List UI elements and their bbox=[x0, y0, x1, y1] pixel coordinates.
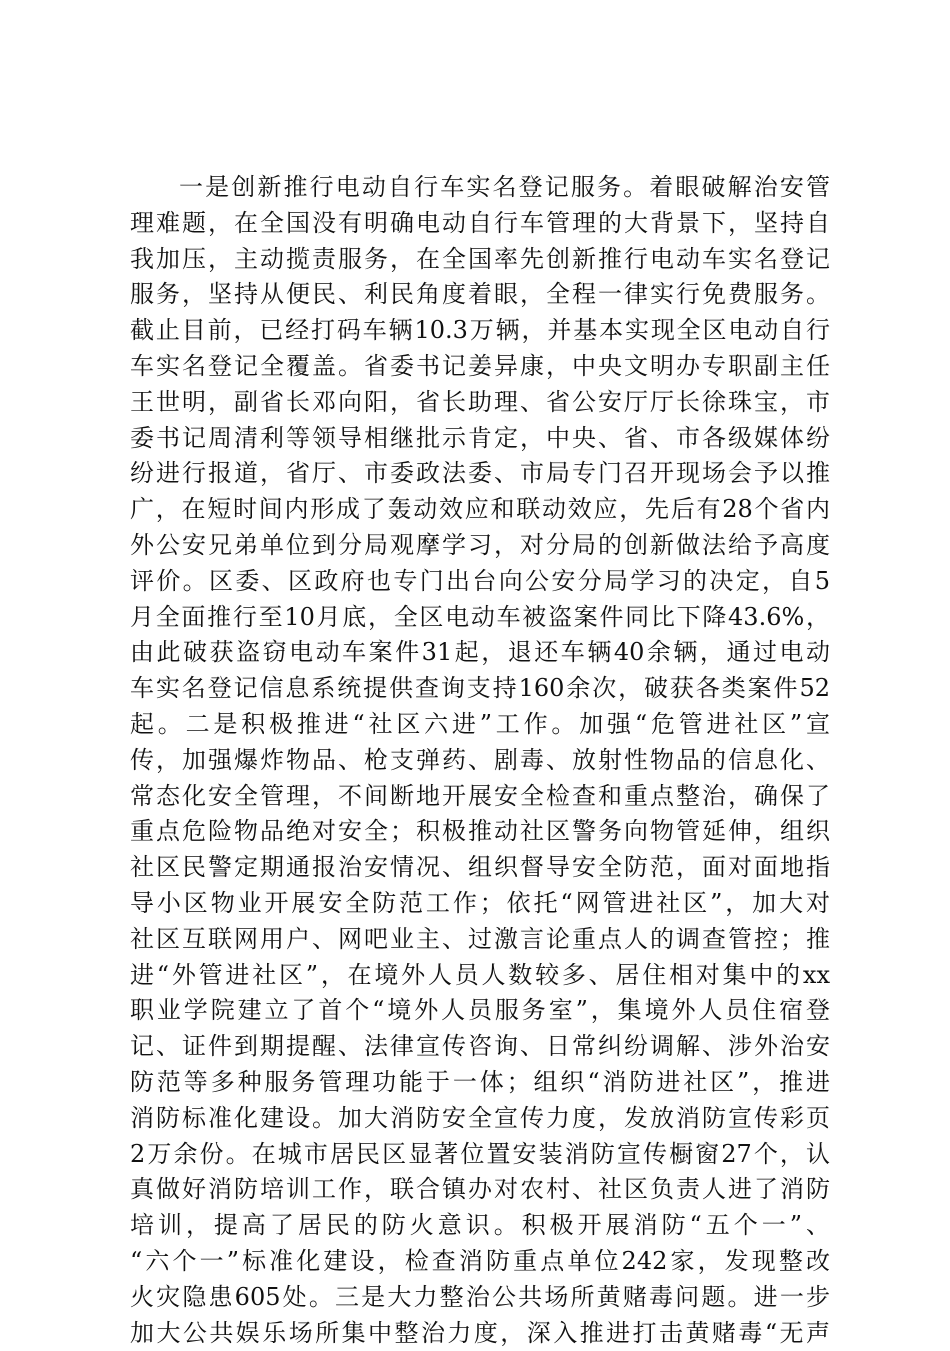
paragraph-line: 记、证件到期提醒、法律宣传咨询、日常纠纷调解、涉外治安 bbox=[130, 1029, 830, 1065]
paragraph-line: “六个一”标准化建设，检查消防重点单位242家，发现整改 bbox=[130, 1244, 830, 1280]
body-paragraph bbox=[130, 170, 830, 1351]
paragraph-line: 社区民警定期通报治安情况、组织督导安全防范，面对面地指 bbox=[130, 850, 830, 886]
paragraph-line: 传，加强爆炸物品、枪支弹药、剧毒、放射性物品的信息化、 bbox=[130, 743, 830, 779]
paragraph-line: 培训，提高了居民的防火意识。积极开展消防“五个一”、 bbox=[130, 1208, 830, 1244]
paragraph-line: 常态化安全管理，不间断地开展安全检查和重点整治，确保了 bbox=[130, 779, 830, 815]
paragraph-line: 由此破获盗窃电动车案件31起，退还车辆40余辆，通过电动 bbox=[130, 635, 830, 671]
paragraph-line: 广，在短时间内形成了轰动效应和联动效应，先后有28个省内 bbox=[130, 492, 830, 528]
paragraph-line: 真做好消防培训工作，联合镇办对农村、社区负责人进了消防 bbox=[130, 1172, 830, 1208]
paragraph-line: 导小区物业开展安全防范工作；依托“网管进社区”，加大对 bbox=[130, 886, 830, 922]
paragraph-line: 进“外管进社区”，在境外人员人数较多、居住相对集中的xx bbox=[130, 958, 830, 994]
paragraph-line: 消防标准化建设。加大消防安全宣传力度，发放消防宣传彩页 bbox=[130, 1101, 830, 1137]
paragraph-line: 外公安兄弟单位到分局观摩学习，对分局的创新做法给予高度 bbox=[130, 528, 830, 564]
paragraph-line: 车实名登记全覆盖。省委书记姜异康，中央文明办专职副主任 bbox=[130, 349, 830, 385]
paragraph-line: 职业学院建立了首个“境外人员服务室”，集境外人员住宿登 bbox=[130, 993, 830, 1029]
paragraph-line: 月全面推行至10月底，全区电动车被盗案件同比下降43.6%， bbox=[130, 600, 830, 636]
paragraph-line: 委书记周清利等领导相继批示肯定，中央、省、市各级媒体纷 bbox=[130, 421, 830, 457]
paragraph-line: 截止目前，已经打码车辆10.3万辆，并基本实现全区电动自行 bbox=[130, 313, 830, 349]
paragraph-line: 理难题，在全国没有明确电动自行车管理的大背景下，坚持自 bbox=[130, 206, 830, 242]
paragraph-line: 火灾隐患605处。三是大力整治公共场所黄赌毒问题。进一步 bbox=[130, 1280, 830, 1316]
paragraph-line: 服务，坚持从便民、利民角度着眼，全程一律实行免费服务。 bbox=[130, 277, 830, 313]
paragraph-line: 车实名登记信息系统提供查询支持160余次，破获各类案件52 bbox=[130, 671, 830, 707]
paragraph-line: 起。二是积极推进“社区六进”工作。加强“危管进社区”宣 bbox=[130, 707, 830, 743]
paragraph-line: 纷进行报道，省厅、市委政法委、市局专门召开现场会予以推 bbox=[130, 456, 830, 492]
paragraph-line: 2万余份。在城市居民区显著位置安装消防宣传橱窗27个，认 bbox=[130, 1137, 830, 1173]
paragraph-line: 我加压，主动揽责服务，在全国率先创新推行电动车实名登记 bbox=[130, 242, 830, 278]
paragraph-line: 重点危险物品绝对安全；积极推动社区警务向物管延伸，组织 bbox=[130, 814, 830, 850]
paragraph-line: 王世明，副省长邓向阳，省长助理、省公安厅厅长徐珠宝，市 bbox=[130, 385, 830, 421]
paragraph-line: 社区互联网用户、网吧业主、过激言论重点人的调查管控；推 bbox=[130, 922, 830, 958]
paragraph-line: 防范等多种服务管理功能于一体；组织“消防进社区”，推进 bbox=[130, 1065, 830, 1101]
paragraph-line: 评价。区委、区政府也专门出台向公安分局学习的决定，自5 bbox=[130, 564, 830, 600]
paragraph-line: 加大公共娱乐场所集中整治力度，深入推进打击黄赌毒“无声 bbox=[130, 1316, 830, 1351]
paragraph-line: 一是创新推行电动自行车实名登记服务。着眼破解治安管 bbox=[130, 170, 830, 206]
